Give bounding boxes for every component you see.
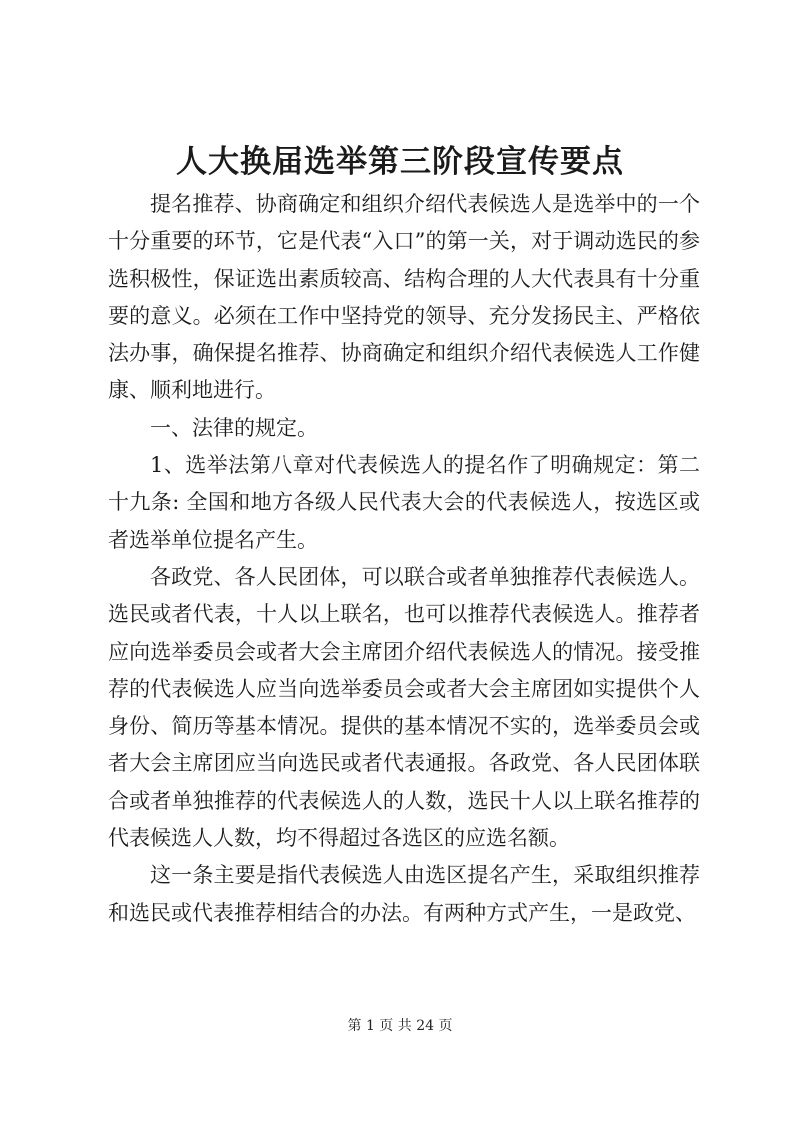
page-footer <box>0 1016 800 1036</box>
paragraph-explanation: 这一条主要是指代表候选人由选区提名产生，采取组织推荐和选民或代表推荐相结合的办法。有两种方式产生，一是政党、 <box>108 863 700 925</box>
document-body <box>108 186 700 932</box>
page-number-indicator: 第 1 页 共 24 页 <box>347 1018 453 1034</box>
paragraph-intro: 提名推荐、协商确定和组织介绍代表候选人是选举中的一个十分重要的环节，它是代表“入口”的第一关，对于调动选民的参选积极性，保证选出素质较高、结构合理的人大代表具有十分重要的意义。必须在工作中坚持党的领导、充分发扬民主、严格依法办事，确保提名推荐、协商确定和组织介绍代表候选人工作健康、顺利地进行。 <box>108 192 700 403</box>
paragraph-nomination-rules: 各政党、各人民团体，可以联合或者单独推荐代表候选人。选民或者代表，十人以上联名，也可以推荐代表候选人。推荐者应向选举委员会或者大会主席团介绍代表候选人的情况。接受推荐的代表候选人应当向选举委员会或者大会主席团如实提供个人身份、简历等基本情况。提供的基本情况不实的，选举委员会或者大会主席团应当向选民或者代表通报。各政党、各人民团体联合或者单独推荐的代表候选人的人数，选民十人以上联名推荐的代表候选人人数，均不得超过各选区的应选名额。 <box>108 564 700 851</box>
paragraph-article-29: 1、选举法第八章对代表候选人的提名作了明确规定：第二十九条: 全国和地方各级人民代表大会的代表候选人，按选区或者选举单位提名产生。 <box>108 453 700 552</box>
document-title: 人大换届选举第三阶段宣传要点 <box>176 144 624 180</box>
section-heading-legal-provisions: 一、法律的规定。 <box>150 415 318 440</box>
